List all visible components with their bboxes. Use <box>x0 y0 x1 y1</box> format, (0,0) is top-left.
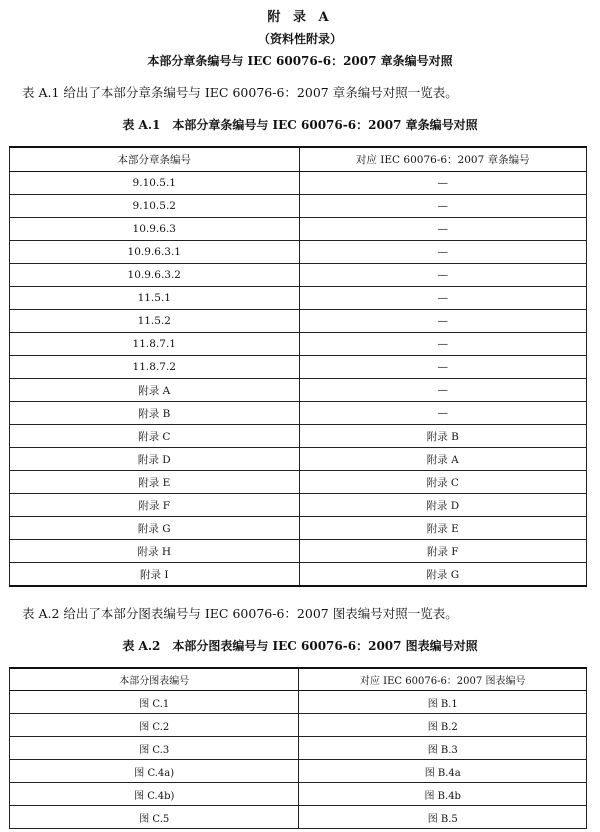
table-row <box>10 402 587 425</box>
table-cell: 附录 E <box>10 471 300 494</box>
table-cell: 图 C.4a) <box>10 760 299 783</box>
table-cell: — <box>299 402 586 425</box>
table-cell: 附录 A <box>299 448 586 471</box>
table-row <box>10 356 587 379</box>
column-header: 本部分章条编号 <box>10 147 300 172</box>
table-cell: 11.5.2 <box>10 310 300 333</box>
table-cell: 图 C.3 <box>10 737 299 760</box>
table-cell: 附录 E <box>299 517 586 540</box>
table-cell: 附录 F <box>10 494 300 517</box>
column-header: 对应 IEC 60076-6：2007 图表编号 <box>299 668 587 691</box>
column-header: 对应 IEC 60076-6：2007 章条编号 <box>299 147 586 172</box>
table-cell: 图 B.2 <box>299 714 587 737</box>
table-cell: — <box>299 241 586 264</box>
table-row <box>10 714 587 737</box>
table-cell: 图 B.4a <box>299 760 587 783</box>
table-cell: 附录 C <box>10 425 300 448</box>
table-row <box>10 333 587 356</box>
table-header-row <box>10 668 587 691</box>
appendix-caption: 本部分章条编号与 IEC 60076-6：2007 章条编号对照 <box>147 54 453 68</box>
table-cell: 图 B.1 <box>299 691 587 714</box>
table-cell: 图 B.5 <box>299 806 587 829</box>
table-cell: 11.8.7.1 <box>10 333 300 356</box>
table-a1-caption: 表 A.1 本部分章条编号与 IEC 60076-6：2007 章条编号对照 <box>122 118 478 132</box>
table-a2-body <box>10 691 587 829</box>
table-row <box>10 494 587 517</box>
table-cell: 附录 H <box>10 540 300 563</box>
table-cell: 10.9.6.3 <box>10 218 300 241</box>
table-cell: 图 C.5 <box>10 806 299 829</box>
table-cell: 附录 D <box>10 448 300 471</box>
table-cell: 附录 C <box>299 471 586 494</box>
column-header: 本部分图表编号 <box>10 668 299 691</box>
table-cell: — <box>299 379 586 402</box>
table-cell: 附录 G <box>299 563 586 587</box>
table-cell: 附录 I <box>10 563 300 587</box>
table-cell: 图 B.4b <box>299 783 587 806</box>
table-cell: — <box>299 287 586 310</box>
table-row <box>10 310 587 333</box>
appendix-subtitle: （资料性附录） <box>257 32 342 46</box>
intro-paragraph-1: 表 A.1 给出了本部分章条编号与 IEC 60076-6：2007 章条编号对照一览表。 <box>22 85 458 100</box>
table-row <box>10 783 587 806</box>
table-cell: — <box>299 333 586 356</box>
table-cell: 图 C.1 <box>10 691 299 714</box>
table-cell: 附录 G <box>10 517 300 540</box>
table-a2 <box>9 667 587 829</box>
table-header-row <box>10 147 587 172</box>
table-cell: 附录 B <box>299 425 586 448</box>
table-row <box>10 172 587 195</box>
table-a2-caption: 表 A.2 本部分图表编号与 IEC 60076-6：2007 图表编号对照 <box>122 639 478 653</box>
table-row <box>10 425 587 448</box>
table-cell: 11.8.7.2 <box>10 356 300 379</box>
table-row <box>10 448 587 471</box>
table-cell: 10.9.6.3.1 <box>10 241 300 264</box>
table-a1-body <box>10 172 587 587</box>
table-cell: 图 C.4b) <box>10 783 299 806</box>
table-cell: — <box>299 356 586 379</box>
table-cell: — <box>299 264 586 287</box>
table-row <box>10 760 587 783</box>
table-cell: 附录 F <box>299 540 586 563</box>
table-cell: — <box>299 218 586 241</box>
table-cell: — <box>299 172 586 195</box>
table-row <box>10 517 587 540</box>
table-cell: 附录 A <box>10 379 300 402</box>
table-row <box>10 287 587 310</box>
table-row <box>10 540 587 563</box>
table-row <box>10 691 587 714</box>
table-cell: 附录 B <box>10 402 300 425</box>
intro-paragraph-2: 表 A.2 给出了本部分图表编号与 IEC 60076-6：2007 图表编号对照一览表。 <box>22 606 458 621</box>
table-cell: 图 C.2 <box>10 714 299 737</box>
table-row <box>10 379 587 402</box>
table-row <box>10 195 587 218</box>
table-row <box>10 563 587 587</box>
table-cell: 附录 D <box>299 494 586 517</box>
table-cell: — <box>299 310 586 333</box>
table-cell: 11.5.1 <box>10 287 300 310</box>
table-row <box>10 264 587 287</box>
table-row <box>10 218 587 241</box>
table-cell: 9.10.5.1 <box>10 172 300 195</box>
table-cell: 10.9.6.3.2 <box>10 264 300 287</box>
table-row <box>10 241 587 264</box>
table-cell: 9.10.5.2 <box>10 195 300 218</box>
table-row <box>10 737 587 760</box>
table-cell: — <box>299 195 586 218</box>
table-cell: 图 B.3 <box>299 737 587 760</box>
appendix-title: 附 录 A <box>267 10 333 25</box>
table-row <box>10 471 587 494</box>
table-row <box>10 806 587 829</box>
table-a1 <box>9 146 587 587</box>
